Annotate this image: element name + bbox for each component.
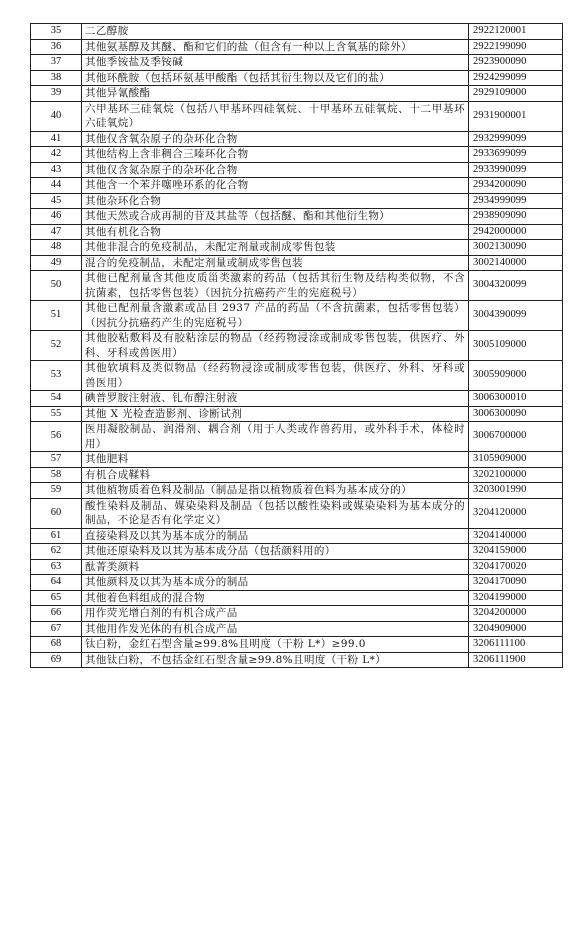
row-number-cell: 49 xyxy=(31,255,82,271)
description-cell: 其他异氰酸酯 xyxy=(82,86,469,102)
hs-code-cell: 3204140000 xyxy=(469,528,563,544)
description-cell: 其他季铵盐及季铵碱 xyxy=(82,55,469,71)
table-row xyxy=(31,621,563,637)
hs-code-cell: 2942000000 xyxy=(469,224,563,240)
hs-code-cell: 2938909090 xyxy=(469,209,563,225)
description-cell: 其他结构上含非稠合三嗪环化合物 xyxy=(82,147,469,163)
row-number-cell: 61 xyxy=(31,528,82,544)
hs-code-cell: 2934999099 xyxy=(469,193,563,209)
table-row xyxy=(31,55,563,71)
hs-code-cell: 2923900090 xyxy=(469,55,563,71)
description-cell: 其他氨基醇及其醚、酯和它们的盐（但含有一种以上含氧基的除外） xyxy=(82,39,469,55)
row-number-cell: 45 xyxy=(31,193,82,209)
hs-code-cell: 2924299099 xyxy=(469,70,563,86)
hs-code-cell: 3206111900 xyxy=(469,652,563,668)
hs-code-cell: 3002130090 xyxy=(469,240,563,256)
hs-code-cell: 2933699099 xyxy=(469,147,563,163)
row-number-cell: 48 xyxy=(31,240,82,256)
description-cell: 其他仅含氧杂原子的杂环化合物 xyxy=(82,131,469,147)
table-row xyxy=(31,391,563,407)
description-cell: 其他植物质着色料及制品（制品是指以植物质着色料为基本成分的） xyxy=(82,483,469,499)
hs-code-cell: 3004390099 xyxy=(469,301,563,331)
description-cell: 其他仅含氮杂原子的杂环化合物 xyxy=(82,162,469,178)
description-cell: 其他着色料组成的混合物 xyxy=(82,590,469,606)
hs-code-cell: 3204199000 xyxy=(469,590,563,606)
description-cell: 酸性染料及制品、媒染染料及制品（包括以酸性染料或媒染染料为基本成分的制品，不论是否有化学定义） xyxy=(82,498,469,528)
table-row xyxy=(31,39,563,55)
row-number-cell: 68 xyxy=(31,637,82,653)
hs-code-cell: 3005909000 xyxy=(469,361,563,391)
row-number-cell: 46 xyxy=(31,209,82,225)
table-row xyxy=(31,209,563,225)
row-number-cell: 59 xyxy=(31,483,82,499)
table-row xyxy=(31,101,563,131)
description-cell: 医用凝胶制品、润滑剂、耦合剂（用于人类或作兽药用，或外科手术，体检时用） xyxy=(82,422,469,452)
description-cell: 其他非混合的免疫制品，未配定剂量或制成零售包装 xyxy=(82,240,469,256)
row-number-cell: 42 xyxy=(31,147,82,163)
hs-code-cell: 2932999099 xyxy=(469,131,563,147)
row-number-cell: 43 xyxy=(31,162,82,178)
table-row xyxy=(31,301,563,331)
table-row xyxy=(31,147,563,163)
description-cell: 碘普罗胺注射液、钆布醇注射液 xyxy=(82,391,469,407)
table-row xyxy=(31,255,563,271)
row-number-cell: 67 xyxy=(31,621,82,637)
description-cell: 其他还原染料及以其为基本成分品（包括颜料用的） xyxy=(82,544,469,560)
table-row xyxy=(31,544,563,560)
hs-code-cell: 3204170020 xyxy=(469,559,563,575)
document-page xyxy=(30,23,540,668)
row-number-cell: 64 xyxy=(31,575,82,591)
hs-code-cell: 3206111100 xyxy=(469,637,563,653)
row-number-cell: 37 xyxy=(31,55,82,71)
row-number-cell: 60 xyxy=(31,498,82,528)
tariff-table xyxy=(30,23,563,668)
table-row xyxy=(31,575,563,591)
row-number-cell: 54 xyxy=(31,391,82,407)
hs-code-cell: 2934200090 xyxy=(469,178,563,194)
table-row xyxy=(31,422,563,452)
table-row xyxy=(31,224,563,240)
tariff-table-body xyxy=(31,24,563,668)
description-cell: 其他用作发光体的有机合成产品 xyxy=(82,621,469,637)
table-row xyxy=(31,178,563,194)
table-row xyxy=(31,361,563,391)
description-cell: 钛白粉，金红石型含量≥99.8%且明度（干粉 L*）≥99.0 xyxy=(82,637,469,653)
description-cell: 有机合成鞣料 xyxy=(82,467,469,483)
description-cell: 其他环酰胺（包括环氨基甲酸酯（包括其衍生物以及它们的盐） xyxy=(82,70,469,86)
row-number-cell: 39 xyxy=(31,86,82,102)
row-number-cell: 44 xyxy=(31,178,82,194)
description-cell: 其他含一个苯并噻唑环系的化合物 xyxy=(82,178,469,194)
row-number-cell: 53 xyxy=(31,361,82,391)
hs-code-cell: 2933990099 xyxy=(469,162,563,178)
row-number-cell: 35 xyxy=(31,24,82,40)
table-row xyxy=(31,590,563,606)
table-row xyxy=(31,162,563,178)
table-row xyxy=(31,652,563,668)
table-row xyxy=(31,240,563,256)
row-number-cell: 63 xyxy=(31,559,82,575)
table-row xyxy=(31,483,563,499)
hs-code-cell: 3006300010 xyxy=(469,391,563,407)
hs-code-cell: 3202100000 xyxy=(469,467,563,483)
table-row xyxy=(31,131,563,147)
description-cell: 二乙醇胺 xyxy=(82,24,469,40)
table-row xyxy=(31,86,563,102)
table-row xyxy=(31,452,563,468)
description-cell: 其他软填料及类似物品（经药物浸涂或制成零售包装，供医疗、外科、牙科或兽医用） xyxy=(82,361,469,391)
description-cell: 其他钛白粉，不包括金红石型含量≥99.8%且明度（干粉 L*） xyxy=(82,652,469,668)
description-cell: 六甲基环三硅氧烷（包括八甲基环四硅氧烷、十甲基环五硅氧烷、十二甲基环六硅氧烷） xyxy=(82,101,469,131)
table-row xyxy=(31,606,563,622)
row-number-cell: 47 xyxy=(31,224,82,240)
hs-code-cell: 3204200000 xyxy=(469,606,563,622)
hs-code-cell: 3204909000 xyxy=(469,621,563,637)
description-cell: 其他已配剂量含其他皮质甾类激素的药品（包括其衍生物及结构类似物，不含抗菌素，包括零售包装）（因抗分抗癌药产生的宪庭税号） xyxy=(82,271,469,301)
row-number-cell: 56 xyxy=(31,422,82,452)
row-number-cell: 55 xyxy=(31,406,82,422)
hs-code-cell: 3204170090 xyxy=(469,575,563,591)
hs-code-cell: 3004320099 xyxy=(469,271,563,301)
description-cell: 其他杂环化合物 xyxy=(82,193,469,209)
hs-code-cell: 3006300090 xyxy=(469,406,563,422)
hs-code-cell: 3005109000 xyxy=(469,331,563,361)
row-number-cell: 62 xyxy=(31,544,82,560)
row-number-cell: 36 xyxy=(31,39,82,55)
hs-code-cell: 2922120001 xyxy=(469,24,563,40)
hs-code-cell: 2931900001 xyxy=(469,101,563,131)
hs-code-cell: 3203001990 xyxy=(469,483,563,499)
row-number-cell: 57 xyxy=(31,452,82,468)
row-number-cell: 66 xyxy=(31,606,82,622)
table-row xyxy=(31,271,563,301)
row-number-cell: 50 xyxy=(31,271,82,301)
row-number-cell: 38 xyxy=(31,70,82,86)
hs-code-cell: 3105909000 xyxy=(469,452,563,468)
description-cell: 混合的免疫制品，未配定剂量或制成零售包装 xyxy=(82,255,469,271)
description-cell: 直接染料及以其为基本成分的制品 xyxy=(82,528,469,544)
hs-code-cell: 3204159000 xyxy=(469,544,563,560)
hs-code-cell: 3204120000 xyxy=(469,498,563,528)
description-cell: 其他天然或合成再制的苷及其盐等（包括醚、酯和其他衍生物） xyxy=(82,209,469,225)
table-row xyxy=(31,559,563,575)
description-cell: 酞菁类颜料 xyxy=(82,559,469,575)
description-cell: 其他胶粘敷料及有胶粘涂层的物品（经药物浸涂或制成零售包装，供医疗、外科、牙科或兽医用） xyxy=(82,331,469,361)
description-cell: 其他颜料及以其为基本成分的制品 xyxy=(82,575,469,591)
row-number-cell: 41 xyxy=(31,131,82,147)
table-row xyxy=(31,467,563,483)
description-cell: 用作荧光增白剂的有机合成产品 xyxy=(82,606,469,622)
table-row xyxy=(31,70,563,86)
table-row xyxy=(31,24,563,40)
hs-code-cell: 2922199090 xyxy=(469,39,563,55)
table-row xyxy=(31,637,563,653)
row-number-cell: 51 xyxy=(31,301,82,331)
row-number-cell: 52 xyxy=(31,331,82,361)
row-number-cell: 40 xyxy=(31,101,82,131)
description-cell: 其他 X 光检查造影剂、诊断试剂 xyxy=(82,406,469,422)
table-row xyxy=(31,498,563,528)
hs-code-cell: 2929109000 xyxy=(469,86,563,102)
table-row xyxy=(31,406,563,422)
table-row xyxy=(31,193,563,209)
hs-code-cell: 3002140000 xyxy=(469,255,563,271)
row-number-cell: 58 xyxy=(31,467,82,483)
row-number-cell: 69 xyxy=(31,652,82,668)
row-number-cell: 65 xyxy=(31,590,82,606)
description-cell: 其他有机化合物 xyxy=(82,224,469,240)
hs-code-cell: 3006700000 xyxy=(469,422,563,452)
table-row xyxy=(31,331,563,361)
table-row xyxy=(31,528,563,544)
description-cell: 其他已配剂量含激素或品目 2937 产品的药品（不含抗菌素，包括零售包装）（因抗分抗癌药产生的宪庭税号） xyxy=(82,301,469,331)
description-cell: 其他肥料 xyxy=(82,452,469,468)
